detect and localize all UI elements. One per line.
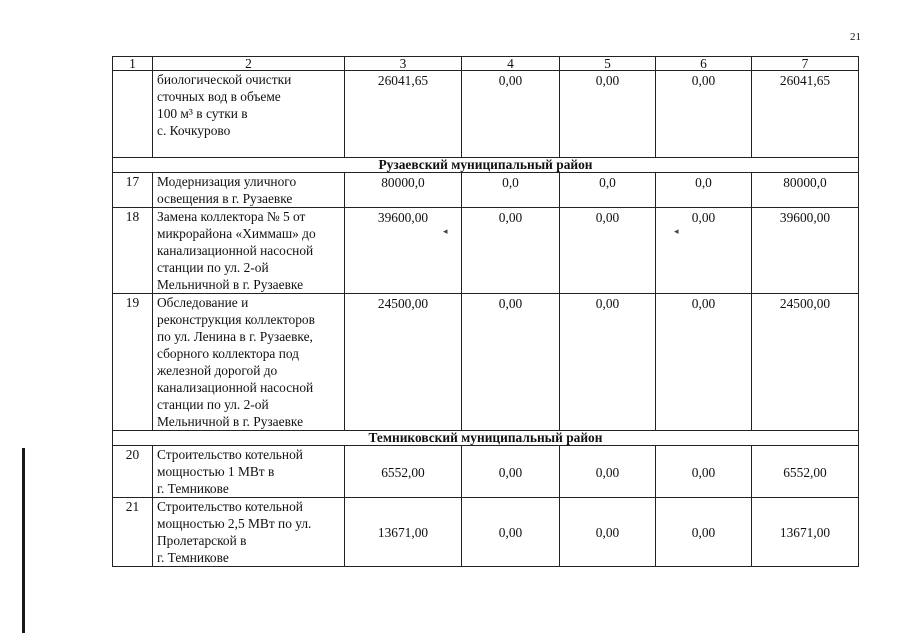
row-number: 18 — [113, 208, 153, 294]
description-line: Обследование и — [157, 295, 249, 310]
row-description — [153, 498, 345, 567]
description-line: станции по ул. 2-ой — [157, 397, 269, 412]
column-header: 1 — [113, 57, 153, 71]
value-cell: 0,0 — [462, 173, 560, 208]
value-cell: 80000,0 — [752, 173, 859, 208]
row-description — [153, 173, 345, 208]
value-cell: 0,00 — [656, 498, 752, 567]
description-line: сборного коллектора под — [157, 346, 299, 361]
description-line: по ул. Ленина в г. Рузаевке, — [157, 329, 313, 344]
value-cell: 0,00 — [656, 446, 752, 498]
row-number: 19 — [113, 294, 153, 431]
value-cell: 80000,0 — [345, 173, 462, 208]
value-cell: 0,0 — [560, 173, 656, 208]
row-number: 17 — [113, 173, 153, 208]
description-line: г. Темникове — [157, 481, 229, 496]
value-cell: 0,00 — [656, 208, 752, 294]
description-line: Модернизация уличного — [157, 174, 297, 189]
column-header: 4 — [462, 57, 560, 71]
page-number: 21 — [850, 31, 861, 43]
column-number-row — [113, 57, 859, 71]
description-line: освещения в г. Рузаевке — [157, 191, 293, 206]
value-cell: 0,00 — [462, 294, 560, 431]
description-line: Пролетарской в — [157, 533, 247, 548]
row-description — [153, 71, 345, 158]
value-cell: 6552,00 — [345, 446, 462, 498]
budget-table — [112, 56, 859, 567]
description-line: реконструкция коллекторов — [157, 312, 315, 327]
description-line: Мельничной в г. Рузаевке — [157, 414, 304, 429]
value-cell: 0,00 — [560, 498, 656, 567]
table-row — [113, 446, 859, 498]
description-line: канализационной насосной — [157, 380, 314, 395]
table-row — [113, 498, 859, 567]
value-cell: 0,00 — [560, 71, 656, 158]
value-cell: 24500,00 — [345, 294, 462, 431]
value-cell: 0,00 — [462, 71, 560, 158]
row-number — [113, 71, 153, 158]
table-row-continuation — [113, 71, 859, 158]
column-header: 2 — [153, 57, 345, 71]
scan-edge-mark — [22, 448, 25, 633]
description-line: Замена коллектора № 5 от — [157, 209, 306, 224]
scan-speck: ◂ — [443, 226, 448, 236]
row-description — [153, 208, 345, 294]
value-cell: 0,00 — [560, 446, 656, 498]
description-line: 100 м³ в сутки в — [157, 106, 248, 121]
section-title: Рузаевский муниципальный район — [113, 158, 859, 173]
value-cell: 13671,00 — [345, 498, 462, 567]
table-row — [113, 294, 859, 431]
value-cell: 39600,00 — [345, 208, 462, 294]
column-header: 3 — [345, 57, 462, 71]
description-line: мощностью 1 МВт в — [157, 464, 275, 479]
scan-speck: ◂ — [674, 226, 679, 236]
value-cell: 13671,00 — [752, 498, 859, 567]
description-line: Мельничной в г. Рузаевке — [157, 277, 304, 292]
description-line: Строительство котельной — [157, 447, 303, 462]
row-number: 21 — [113, 498, 153, 567]
table-row — [113, 208, 859, 294]
value-cell: 0,00 — [462, 446, 560, 498]
value-cell: 39600,00 — [752, 208, 859, 294]
description-line: с. Кочкурово — [157, 123, 231, 138]
value-cell: 0,00 — [560, 294, 656, 431]
column-header: 7 — [752, 57, 859, 71]
section-header-row — [113, 158, 859, 173]
description-line: Строительство котельной — [157, 499, 303, 514]
value-cell: 6552,00 — [752, 446, 859, 498]
value-cell: 0,00 — [560, 208, 656, 294]
value-cell: 0,00 — [656, 294, 752, 431]
description-line: канализационной насосной — [157, 243, 314, 258]
description-line: г. Темникове — [157, 550, 229, 565]
description-line: сточных вод в объеме — [157, 89, 281, 104]
description-line: микрорайона «Химмаш» до — [157, 226, 316, 241]
row-description — [153, 294, 345, 431]
value-cell: 26041,65 — [752, 71, 859, 158]
value-cell: 0,00 — [656, 71, 752, 158]
value-cell: 0,00 — [462, 208, 560, 294]
column-header: 5 — [560, 57, 656, 71]
value-cell: 24500,00 — [752, 294, 859, 431]
column-header: 6 — [656, 57, 752, 71]
value-cell: 0,00 — [462, 498, 560, 567]
row-description — [153, 446, 345, 498]
section-title: Темниковский муниципальный район — [113, 431, 859, 446]
value-cell: 26041,65 — [345, 71, 462, 158]
section-header-row — [113, 431, 859, 446]
row-number: 20 — [113, 446, 153, 498]
value-cell: 0,0 — [656, 173, 752, 208]
table-row — [113, 173, 859, 208]
description-line: биологической очистки — [157, 72, 292, 87]
description-line: станции по ул. 2-ой — [157, 260, 269, 275]
description-line: железной дорогой до — [157, 363, 278, 378]
description-line: мощностью 2,5 МВт по ул. — [157, 516, 312, 531]
